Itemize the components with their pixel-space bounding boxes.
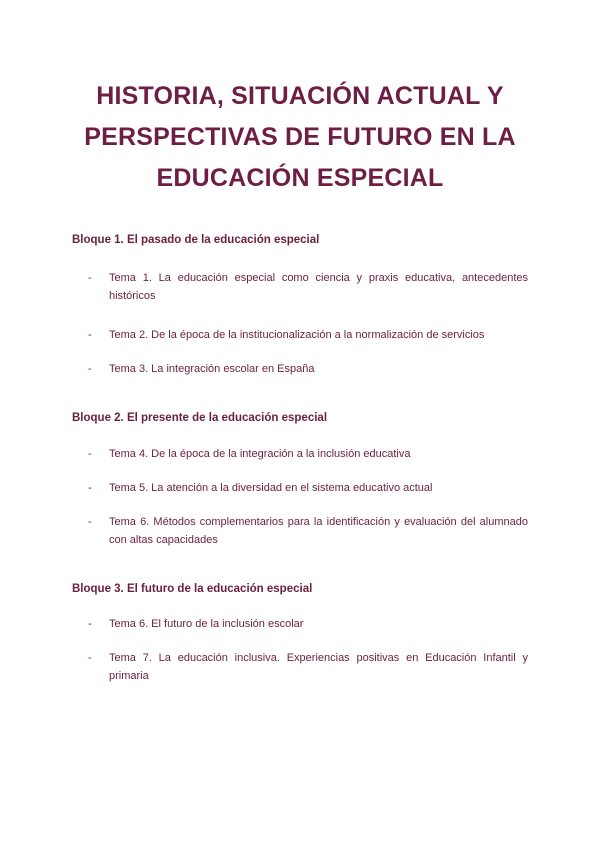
list-item-text: Tema 2. De la época de la institucionalización a la normalización de servicios bbox=[109, 329, 485, 341]
list-item-text: Tema 5. La atención a la diversidad en el sistema educativo actual bbox=[109, 482, 433, 494]
list-item bbox=[88, 326, 528, 344]
block-1-heading: Bloque 1. El pasado de la educación especial bbox=[72, 234, 320, 246]
list-item bbox=[88, 360, 528, 378]
bullet-dash: - bbox=[88, 448, 92, 460]
page-title bbox=[60, 76, 540, 199]
list-item-text: Tema 4. De la época de la integración a la inclusión educativa bbox=[109, 448, 411, 460]
list-item-text: Tema 1. La educación especial como ciencia y praxis educativa, antecedentes históricos bbox=[109, 272, 528, 302]
list-item-text: Tema 3. La integración escolar en España bbox=[109, 363, 315, 375]
list-item bbox=[88, 513, 528, 549]
list-item bbox=[88, 445, 528, 463]
list-item-text: Tema 6. El futuro de la inclusión escolar bbox=[109, 618, 304, 630]
bullet-dash: - bbox=[88, 363, 92, 375]
bullet-dash: - bbox=[88, 329, 92, 341]
block-2-heading: Bloque 2. El presente de la educación especial bbox=[72, 412, 328, 424]
title-line: HISTORIA, SITUACIÓN ACTUAL Y bbox=[96, 82, 504, 110]
list-item bbox=[88, 269, 528, 305]
bullet-dash: - bbox=[88, 482, 92, 494]
bullet-dash: - bbox=[88, 652, 92, 664]
list-item-text: Tema 6. Métodos complementarios para la identificación y evaluación del alumnado con altas capacidades bbox=[109, 516, 528, 546]
bullet-dash: - bbox=[88, 272, 92, 284]
title-line: PERSPECTIVAS DE FUTURO EN LA bbox=[84, 123, 516, 151]
list-item bbox=[88, 649, 528, 685]
bullet-dash: - bbox=[88, 516, 92, 528]
title-line: EDUCACIÓN ESPECIAL bbox=[156, 164, 444, 192]
list-item bbox=[88, 615, 528, 633]
bullet-dash: - bbox=[88, 618, 92, 630]
list-item bbox=[88, 479, 528, 497]
list-item-text: Tema 7. La educación inclusiva. Experiencias positivas en Educación Infantil y primaria bbox=[109, 652, 528, 682]
block-3-heading: Bloque 3. El futuro de la educación especial bbox=[72, 583, 313, 595]
